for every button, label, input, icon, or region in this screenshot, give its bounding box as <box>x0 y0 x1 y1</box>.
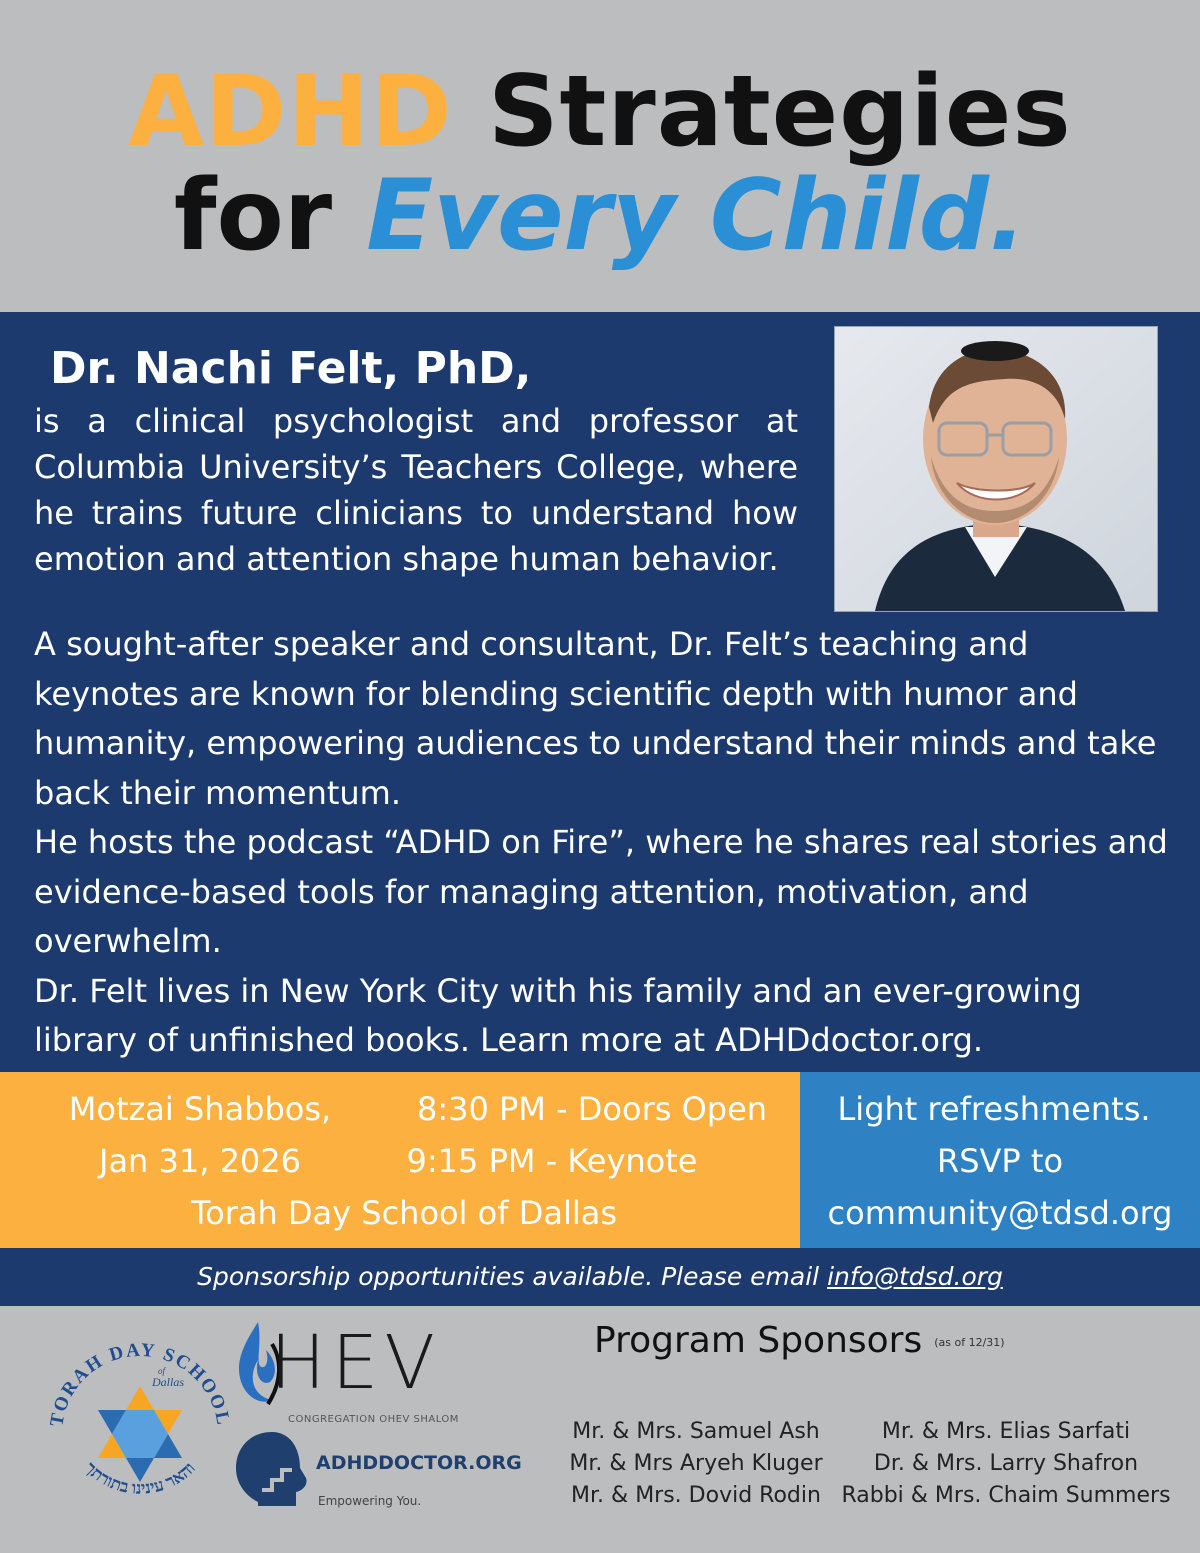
bio-paragraph-1: is a clinical psychologist and professor at Columbia University’s Teachers College, where he trains future clinicians to understand how emotion and attention shape human behavior. <box>34 402 798 578</box>
bio-paragraph-2: A sought-after speaker and consultant, Dr. Felt’s teaching and keynotes are known for blending scientific depth with humor and humanity, empowering audiences to understand their minds and take back their momentum. <box>34 625 1157 812</box>
sponsors-list-right <box>838 1416 1174 1512</box>
bio-paragraphs <box>34 620 1170 1066</box>
title-strategies: Strategies <box>452 55 1072 169</box>
svg-text:of: of <box>158 1366 166 1376</box>
ohev-wordmark: HEV <box>270 1320 442 1406</box>
svg-text:והאר עינינו בתורתך: והאר עינינו בתורתך <box>81 1458 199 1498</box>
event-details <box>0 1072 1200 1248</box>
rsvp-email-link[interactable]: community@tdsd.org <box>827 1194 1173 1232</box>
adhddoctor-tagline: Empowering You. <box>318 1494 422 1508</box>
svg-text:Dallas: Dallas <box>152 1375 185 1389</box>
title-line-2 <box>0 159 1200 273</box>
rsvp-box <box>800 1072 1200 1248</box>
event-venue: Torah Day School of Dallas <box>191 1194 617 1232</box>
program-sponsors-title: Program Sponsors <box>594 1320 923 1361</box>
speaker-name: Dr. Nachi Felt, PhD, <box>50 343 532 394</box>
speaker-bio-section <box>0 312 1200 1072</box>
speaker-photo <box>834 326 1158 612</box>
sponsor-name: Mr. & Mrs. Samuel Ash <box>572 1419 820 1444</box>
title-line-1 <box>0 55 1200 169</box>
sponsor-name: Rabbi & Mrs. Chaim Summers <box>841 1483 1171 1508</box>
sponsor-name: Mr. & Mrs. Dovid Rodin <box>571 1483 821 1508</box>
sponsorship-text: Sponsorship opportunities available. Please email <box>197 1262 828 1291</box>
ohev-subtitle: CONGREGATION OHEV SHALOM <box>288 1414 459 1425</box>
refreshments-note: Light refreshments. <box>837 1090 1151 1128</box>
event-keynote-time: 9:15 PM - Keynote <box>406 1142 698 1180</box>
event-doors-time: 8:30 PM - Doors Open <box>416 1090 768 1128</box>
event-time-location <box>0 1072 800 1248</box>
sponsorship-email-link[interactable]: info@tdsd.org <box>827 1262 1003 1291</box>
rsvp-label: RSVP to <box>936 1142 1064 1180</box>
event-date: Jan 31, 2026 <box>99 1142 301 1180</box>
sponsor-name: Mr. & Mrs. Elias Sarfati <box>881 1419 1131 1444</box>
footer <box>0 1306 1200 1553</box>
svg-text:TORAH DAY SCHOOL: TORAH DAY SCHOOL <box>46 1339 234 1429</box>
program-sponsors-heading <box>594 1320 1005 1361</box>
sponsor-name: Dr. & Mrs. Larry Shafron <box>873 1451 1139 1476</box>
sponsor-name: Mr. & Mrs Aryeh Kluger <box>569 1451 823 1476</box>
header <box>0 0 1200 312</box>
torah-day-school-logo <box>40 1324 240 1534</box>
adhddoctor-wordmark: ADHDDOCTOR.ORG <box>316 1452 522 1474</box>
event-day: Motzai Shabbos, <box>68 1090 332 1128</box>
bio-paragraph-3: He hosts the podcast “ADHD on Fire”, where he shares real stories and evidence-based tools for managing attention, motivation, and overwhelm. <box>34 823 1168 960</box>
sponsors-list-left <box>560 1416 832 1512</box>
sponsorship-bar <box>0 1248 1200 1306</box>
title-for: for <box>173 159 367 273</box>
sponsors-as-of: (as of 12/31) <box>934 1335 1005 1349</box>
title-every-child: Every Child. <box>366 159 1027 273</box>
bio-paragraph-4: Dr. Felt lives in New York City with his family and an ever-growing library of unfinished books. Learn more at ADHDdoctor.org. <box>34 971 1082 1059</box>
title-adhd: ADHD <box>128 55 453 169</box>
head-stairs-icon <box>234 1430 312 1506</box>
